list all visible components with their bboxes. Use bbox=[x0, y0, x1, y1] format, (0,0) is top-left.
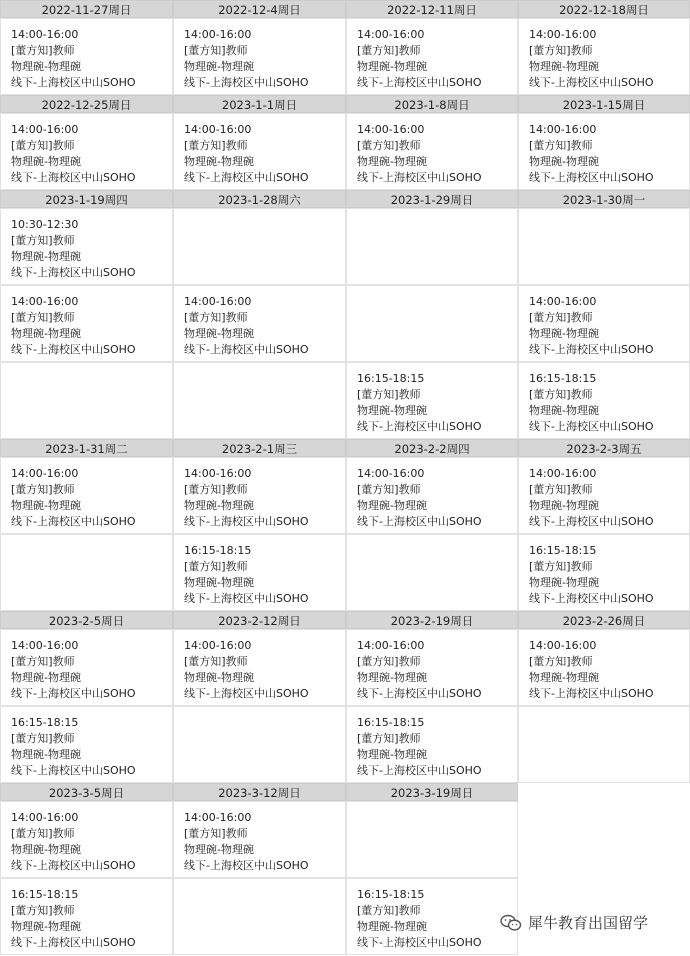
date-header: 2023-3-12周日 bbox=[173, 783, 346, 801]
date-header: 2023-1-30周一 bbox=[518, 190, 690, 208]
session-course: 物理碗-物理碗 bbox=[529, 499, 599, 512]
session-course: 物理碗-物理碗 bbox=[529, 576, 599, 589]
session-info bbox=[184, 638, 309, 702]
session-time: 16:15-18:15 bbox=[529, 372, 597, 385]
session-location: 线下-上海校区中山SOHO bbox=[357, 76, 482, 89]
date-header: 2023-1-15周日 bbox=[518, 95, 690, 113]
empty-cell bbox=[173, 208, 346, 285]
session-info bbox=[529, 638, 654, 702]
session-cell bbox=[518, 18, 690, 95]
session-course: 物理碗-物理碗 bbox=[184, 576, 254, 589]
session-teacher: [董方知]教师 bbox=[357, 483, 421, 496]
session-teacher: [董方知]教师 bbox=[357, 139, 421, 152]
empty-cell bbox=[0, 534, 173, 611]
session-time: 16:15-18:15 bbox=[357, 888, 425, 901]
session-info bbox=[184, 122, 309, 186]
date-header: 2023-1-31周二 bbox=[0, 439, 173, 457]
session-course: 物理碗-物理碗 bbox=[11, 920, 81, 933]
session-teacher: [董方知]教师 bbox=[357, 44, 421, 57]
session-teacher: [董方知]教师 bbox=[529, 44, 593, 57]
date-header: 2023-2-3周五 bbox=[518, 439, 690, 457]
session-time: 14:00-16:00 bbox=[184, 467, 252, 480]
session-cell bbox=[173, 285, 346, 362]
session-course: 物理碗-物理碗 bbox=[11, 327, 81, 340]
session-course: 物理碗-物理碗 bbox=[11, 60, 81, 73]
session-course: 物理碗-物理碗 bbox=[184, 843, 254, 856]
session-course: 物理碗-物理碗 bbox=[357, 671, 427, 684]
session-cell bbox=[0, 457, 173, 534]
session-info bbox=[529, 27, 654, 91]
empty-cell bbox=[173, 362, 346, 439]
session-teacher: [董方知]教师 bbox=[357, 655, 421, 668]
session-time: 14:00-16:00 bbox=[529, 467, 597, 480]
session-info bbox=[11, 887, 136, 951]
session-teacher: [董方知]教师 bbox=[184, 311, 248, 324]
empty-cell bbox=[346, 208, 518, 285]
session-location: 线下-上海校区中山SOHO bbox=[11, 687, 136, 700]
date-header: 2022-12-25周日 bbox=[0, 95, 173, 113]
session-info bbox=[529, 543, 654, 607]
session-time: 14:00-16:00 bbox=[357, 123, 425, 136]
date-header: 2023-1-29周日 bbox=[346, 190, 518, 208]
session-location: 线下-上海校区中山SOHO bbox=[184, 592, 309, 605]
session-location: 线下-上海校区中山SOHO bbox=[357, 420, 482, 433]
session-info bbox=[184, 27, 309, 91]
session-teacher: [董方知]教师 bbox=[529, 560, 593, 573]
session-time: 14:00-16:00 bbox=[184, 295, 252, 308]
date-header: 2023-1-8周日 bbox=[346, 95, 518, 113]
session-teacher: [董方知]教师 bbox=[11, 311, 75, 324]
session-cell bbox=[173, 457, 346, 534]
session-info bbox=[357, 715, 482, 779]
session-time: 14:00-16:00 bbox=[184, 811, 252, 824]
session-info bbox=[357, 371, 482, 435]
session-course: 物理碗-物理碗 bbox=[357, 920, 427, 933]
session-teacher: [董方知]教师 bbox=[11, 655, 75, 668]
session-course: 物理碗-物理碗 bbox=[11, 155, 81, 168]
session-course: 物理碗-物理碗 bbox=[11, 499, 81, 512]
date-header: 2022-12-11周日 bbox=[346, 0, 518, 18]
session-cell bbox=[518, 362, 690, 439]
session-location: 线下-上海校区中山SOHO bbox=[11, 936, 136, 949]
session-teacher: [董方知]教师 bbox=[529, 388, 593, 401]
session-course: 物理碗-物理碗 bbox=[184, 155, 254, 168]
session-info bbox=[11, 217, 136, 281]
session-teacher: [董方知]教师 bbox=[11, 827, 75, 840]
session-teacher: [董方知]教师 bbox=[529, 311, 593, 324]
empty-cell bbox=[173, 878, 346, 955]
session-info bbox=[11, 810, 136, 874]
session-location: 线下-上海校区中山SOHO bbox=[529, 515, 654, 528]
date-header: 2023-2-26周日 bbox=[518, 611, 690, 629]
date-header: 2023-1-1周日 bbox=[173, 95, 346, 113]
session-info bbox=[357, 466, 482, 530]
session-teacher: [董方知]教师 bbox=[11, 44, 75, 57]
session-teacher: [董方知]教师 bbox=[11, 732, 75, 745]
session-location: 线下-上海校区中山SOHO bbox=[529, 343, 654, 356]
empty-cell bbox=[346, 534, 518, 611]
session-cell bbox=[0, 706, 173, 783]
session-teacher: [董方知]教师 bbox=[529, 139, 593, 152]
session-cell bbox=[0, 801, 173, 878]
date-header: 2023-1-19周四 bbox=[0, 190, 173, 208]
session-location: 线下-上海校区中山SOHO bbox=[529, 687, 654, 700]
session-course: 物理碗-物理碗 bbox=[184, 60, 254, 73]
session-time: 10:30-12:30 bbox=[11, 218, 79, 231]
session-teacher: [董方知]教师 bbox=[11, 483, 75, 496]
session-time: 16:15-18:15 bbox=[357, 372, 425, 385]
session-time: 14:00-16:00 bbox=[529, 123, 597, 136]
date-header: 2023-2-1周三 bbox=[173, 439, 346, 457]
session-course: 物理碗-物理碗 bbox=[11, 671, 81, 684]
session-teacher: [董方知]教师 bbox=[184, 655, 248, 668]
session-course: 物理碗-物理碗 bbox=[529, 671, 599, 684]
session-location: 线下-上海校区中山SOHO bbox=[357, 687, 482, 700]
session-info bbox=[357, 27, 482, 91]
session-cell bbox=[0, 629, 173, 706]
session-course: 物理碗-物理碗 bbox=[529, 60, 599, 73]
session-location: 线下-上海校区中山SOHO bbox=[357, 764, 482, 777]
session-time: 14:00-16:00 bbox=[11, 811, 79, 824]
session-location: 线下-上海校区中山SOHO bbox=[11, 343, 136, 356]
session-cell bbox=[518, 629, 690, 706]
session-course: 物理碗-物理碗 bbox=[357, 499, 427, 512]
date-header: 2022-12-18周日 bbox=[518, 0, 690, 18]
session-location: 线下-上海校区中山SOHO bbox=[184, 859, 309, 872]
session-location: 线下-上海校区中山SOHO bbox=[184, 515, 309, 528]
session-cell bbox=[173, 629, 346, 706]
session-cell bbox=[518, 457, 690, 534]
session-cell bbox=[346, 629, 518, 706]
session-cell bbox=[173, 18, 346, 95]
date-header: 2023-2-2周四 bbox=[346, 439, 518, 457]
session-teacher: [董方知]教师 bbox=[11, 139, 75, 152]
session-course: 物理碗-物理碗 bbox=[529, 327, 599, 340]
session-cell bbox=[346, 706, 518, 783]
empty-cell bbox=[0, 362, 173, 439]
session-cell bbox=[346, 457, 518, 534]
session-info bbox=[529, 466, 654, 530]
session-location: 线下-上海校区中山SOHO bbox=[184, 171, 309, 184]
session-location: 线下-上海校区中山SOHO bbox=[529, 592, 654, 605]
session-info bbox=[357, 638, 482, 702]
session-location: 线下-上海校区中山SOHO bbox=[529, 76, 654, 89]
session-time: 14:00-16:00 bbox=[357, 28, 425, 41]
session-location: 线下-上海校区中山SOHO bbox=[529, 171, 654, 184]
session-info bbox=[529, 294, 654, 358]
watermark-text: 犀牛教育出国留学 bbox=[528, 914, 649, 932]
session-teacher: [董方知]教师 bbox=[357, 904, 421, 917]
date-header: 2023-3-5周日 bbox=[0, 783, 173, 801]
session-teacher: [董方知]教师 bbox=[357, 732, 421, 745]
session-location: 线下-上海校区中山SOHO bbox=[357, 515, 482, 528]
empty-cell bbox=[346, 801, 518, 878]
session-teacher: [董方知]教师 bbox=[357, 388, 421, 401]
session-teacher: [董方知]教师 bbox=[529, 655, 593, 668]
date-header: 2022-11-27周日 bbox=[0, 0, 173, 18]
session-location: 线下-上海校区中山SOHO bbox=[184, 687, 309, 700]
session-course: 物理碗-物理碗 bbox=[11, 748, 81, 761]
session-course: 物理碗-物理碗 bbox=[184, 327, 254, 340]
session-cell bbox=[0, 113, 173, 190]
session-cell bbox=[0, 878, 173, 955]
session-time: 14:00-16:00 bbox=[357, 639, 425, 652]
session-cell bbox=[173, 113, 346, 190]
session-time: 14:00-16:00 bbox=[11, 28, 79, 41]
session-info bbox=[184, 810, 309, 874]
session-info bbox=[357, 887, 482, 951]
session-teacher: [董方知]教师 bbox=[184, 560, 248, 573]
session-location: 线下-上海校区中山SOHO bbox=[184, 76, 309, 89]
session-location: 线下-上海校区中山SOHO bbox=[184, 343, 309, 356]
session-cell bbox=[346, 113, 518, 190]
session-time: 14:00-16:00 bbox=[529, 295, 597, 308]
session-info bbox=[11, 466, 136, 530]
session-location: 线下-上海校区中山SOHO bbox=[11, 764, 136, 777]
empty-cell bbox=[173, 706, 346, 783]
date-header: 2022-12-4周日 bbox=[173, 0, 346, 18]
session-location: 线下-上海校区中山SOHO bbox=[11, 76, 136, 89]
session-course: 物理碗-物理碗 bbox=[529, 404, 599, 417]
session-time: 16:15-18:15 bbox=[357, 716, 425, 729]
session-time: 14:00-16:00 bbox=[529, 28, 597, 41]
session-time: 14:00-16:00 bbox=[184, 123, 252, 136]
session-info bbox=[11, 122, 136, 186]
session-location: 线下-上海校区中山SOHO bbox=[357, 171, 482, 184]
date-header: 2023-2-19周日 bbox=[346, 611, 518, 629]
session-teacher: [董方知]教师 bbox=[184, 827, 248, 840]
session-info bbox=[184, 294, 309, 358]
session-location: 线下-上海校区中山SOHO bbox=[11, 859, 136, 872]
session-time: 14:00-16:00 bbox=[11, 467, 79, 480]
session-course: 物理碗-物理碗 bbox=[11, 843, 81, 856]
session-info bbox=[357, 122, 482, 186]
session-course: 物理碗-物理碗 bbox=[184, 671, 254, 684]
session-location: 线下-上海校区中山SOHO bbox=[11, 171, 136, 184]
session-time: 16:15-18:15 bbox=[11, 716, 79, 729]
session-teacher: [董方知]教师 bbox=[184, 483, 248, 496]
session-info bbox=[11, 294, 136, 358]
session-cell bbox=[346, 18, 518, 95]
date-header: 2023-3-19周日 bbox=[346, 783, 518, 801]
watermark bbox=[500, 912, 648, 933]
session-time: 16:15-18:15 bbox=[184, 544, 252, 557]
session-time: 14:00-16:00 bbox=[11, 123, 79, 136]
session-cell bbox=[0, 208, 173, 285]
empty-cell bbox=[518, 706, 690, 783]
session-time: 14:00-16:00 bbox=[529, 639, 597, 652]
session-teacher: [董方知]教师 bbox=[11, 904, 75, 917]
session-teacher: [董方知]教师 bbox=[184, 139, 248, 152]
session-location: 线下-上海校区中山SOHO bbox=[357, 936, 482, 949]
session-teacher: [董方知]教师 bbox=[529, 483, 593, 496]
empty-cell bbox=[346, 285, 518, 362]
session-teacher: [董方知]教师 bbox=[184, 44, 248, 57]
session-cell bbox=[518, 113, 690, 190]
session-info bbox=[11, 27, 136, 91]
session-cell bbox=[173, 534, 346, 611]
session-time: 14:00-16:00 bbox=[11, 639, 79, 652]
session-info bbox=[11, 715, 136, 779]
date-header: 2023-1-28周六 bbox=[173, 190, 346, 208]
session-cell bbox=[0, 18, 173, 95]
session-course: 物理碗-物理碗 bbox=[529, 155, 599, 168]
session-info bbox=[11, 638, 136, 702]
date-header: 2023-2-5周日 bbox=[0, 611, 173, 629]
session-cell bbox=[518, 534, 690, 611]
session-location: 线下-上海校区中山SOHO bbox=[11, 266, 136, 279]
session-info bbox=[184, 466, 309, 530]
session-cell bbox=[173, 801, 346, 878]
session-cell bbox=[346, 362, 518, 439]
session-location: 线下-上海校区中山SOHO bbox=[11, 515, 136, 528]
wechat-icon bbox=[500, 914, 522, 932]
session-time: 14:00-16:00 bbox=[184, 639, 252, 652]
session-course: 物理碗-物理碗 bbox=[11, 250, 81, 263]
session-info bbox=[184, 543, 309, 607]
date-header: 2023-2-12周日 bbox=[173, 611, 346, 629]
session-course: 物理碗-物理碗 bbox=[184, 499, 254, 512]
session-course: 物理碗-物理碗 bbox=[357, 60, 427, 73]
session-time: 14:00-16:00 bbox=[184, 28, 252, 41]
session-teacher: [董方知]教师 bbox=[11, 234, 75, 247]
session-cell bbox=[518, 285, 690, 362]
empty-cell bbox=[518, 208, 690, 285]
session-time: 16:15-18:15 bbox=[529, 544, 597, 557]
session-course: 物理碗-物理碗 bbox=[357, 748, 427, 761]
session-time: 14:00-16:00 bbox=[11, 295, 79, 308]
session-location: 线下-上海校区中山SOHO bbox=[529, 420, 654, 433]
session-info bbox=[529, 122, 654, 186]
session-info bbox=[529, 371, 654, 435]
session-time: 14:00-16:00 bbox=[357, 467, 425, 480]
session-course: 物理碗-物理碗 bbox=[357, 404, 427, 417]
session-cell bbox=[0, 285, 173, 362]
session-cell bbox=[346, 878, 518, 955]
session-course: 物理碗-物理碗 bbox=[357, 155, 427, 168]
session-time: 16:15-18:15 bbox=[11, 888, 79, 901]
